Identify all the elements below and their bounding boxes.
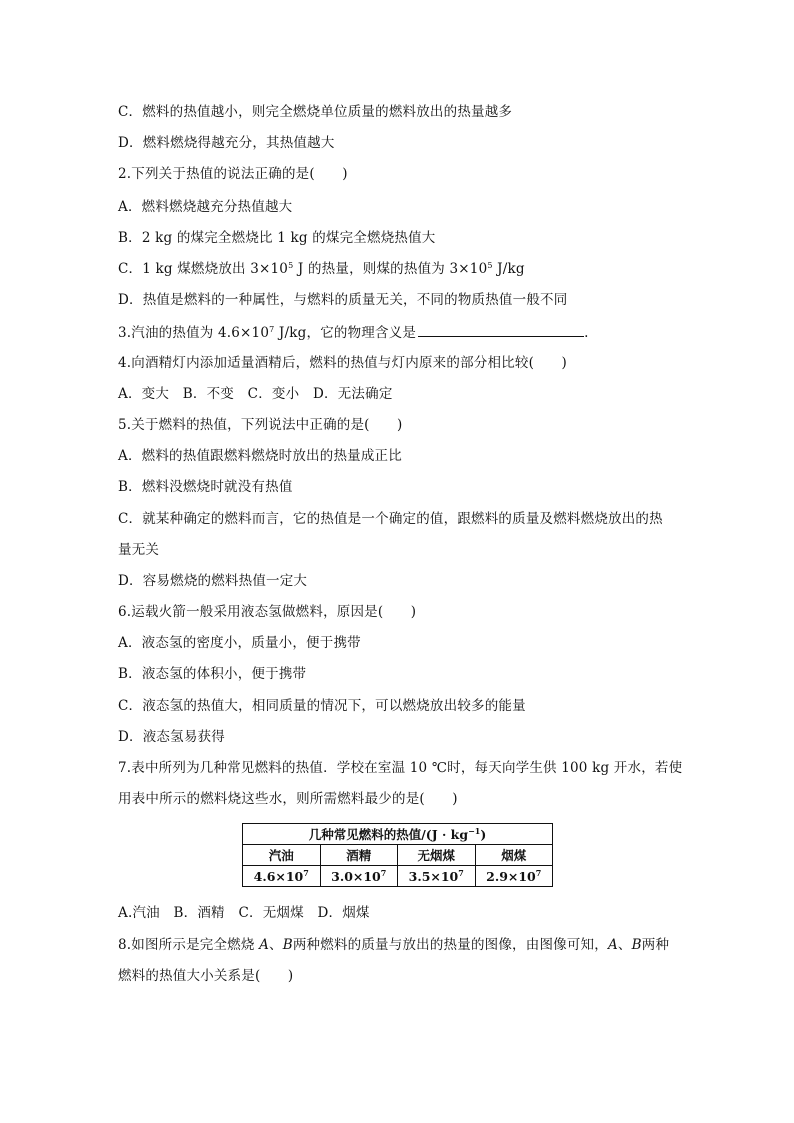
q4-stem: 4.向酒精灯内添加适量酒精后，燃料的热值与灯内原来的部分相比较( ) <box>118 355 567 371</box>
q8-var-a-2: A <box>607 937 618 953</box>
q3-text-2: J/kg，它的物理含义是 <box>274 325 417 341</box>
value-exponent: 7 <box>458 867 464 878</box>
q2c-exp-1: 5 <box>288 261 294 270</box>
q5-option-a: A．燃料的热值跟燃料燃烧时放出的热量成正比 <box>118 448 402 464</box>
table-title-exp: −1 <box>468 826 481 836</box>
value-exponent: 7 <box>380 867 387 878</box>
q6-option-d: D．液态氢易获得 <box>118 729 225 745</box>
table-title <box>243 824 553 845</box>
q3-answer-blank[interactable] <box>418 322 584 337</box>
q2-option-c <box>118 260 525 278</box>
q6-option-a: A．液态氢的密度小，质量小，便于携带 <box>118 635 361 651</box>
q2c-text-1: C．1 kg 煤燃烧放出 3×10 <box>118 261 289 277</box>
q8-text-3: 两种燃料的质量与放出的热量的图像，由图像可知， <box>292 937 608 953</box>
q7-options: A.汽油 B．酒精 C．无烟煤 D．烟煤 <box>118 905 370 921</box>
table-header-cell: 汽油 <box>243 845 321 866</box>
value-mantissa: 4.6×10 <box>253 868 304 884</box>
value-mantissa: 3.5×10 <box>408 868 459 884</box>
q5-option-b: B．燃料没燃烧时就没有热值 <box>118 479 293 495</box>
table-value-cell <box>320 866 398 887</box>
q5-option-c-line2: 量无关 <box>118 542 160 558</box>
table-header-cell: 无烟煤 <box>398 845 476 866</box>
q8-var-b: B <box>282 937 293 953</box>
q2-option-a: A．燃料燃烧越充分热值越大 <box>118 199 293 215</box>
q8-stem-line1 <box>118 936 669 954</box>
q5-option-c-line1: C．就某种确定的燃料而言，它的热值是一个确定的值，跟燃料的质量及燃料燃烧放出的热 <box>118 511 663 527</box>
table-value-cell <box>475 866 553 887</box>
q3-text-1: 3.汽油的热值为 4.6×10 <box>118 325 270 341</box>
value-mantissa: 3.0×10 <box>331 868 381 884</box>
fuel-heat-value-table <box>242 823 553 887</box>
value-exponent: 7 <box>303 867 309 878</box>
q2c-text-2: J 的热量，则煤的热值为 3×10 <box>293 261 488 277</box>
q5-option-d: D．容易燃烧的燃料热值一定大 <box>118 573 308 589</box>
q8-stem-line2: 燃料的热值大小关系是( ) <box>118 968 294 984</box>
q5-stem: 5.关于燃料的热值，下列说法中正确的是( ) <box>118 417 403 433</box>
q7-stem-line1: 7.表中所列为几种常见燃料的热值．学校在室温 10 ℃时，每天向学生供 100 kg 开水，若使 <box>118 760 683 776</box>
table-header-cell: 酒精 <box>320 845 398 866</box>
q2-stem: 2.下列关于热值的说法正确的是( ) <box>118 166 348 182</box>
q6-option-b: B．液态氢的体积小，便于携带 <box>118 666 307 682</box>
value-exponent: 7 <box>535 867 542 878</box>
q8-text-5: 两种 <box>641 937 670 953</box>
table-title-text: 几种常见燃料的热值/(J · kg <box>308 827 469 842</box>
q3-exp: 7 <box>269 325 275 334</box>
q8-text-1: 8.如图所示是完全燃烧 <box>118 937 260 953</box>
q3-stem <box>118 322 589 342</box>
table-title-close: ) <box>480 827 487 842</box>
q2-option-b: B．2 kg 的煤完全燃烧比 1 kg 的煤完全燃烧热值大 <box>118 230 436 246</box>
q6-stem: 6.运载火箭一般采用液态氢做燃料，原因是( ) <box>118 604 417 620</box>
table-header-cell: 烟煤 <box>475 845 553 866</box>
q8-var-b-2: B <box>631 937 642 953</box>
q2c-exp-2: 5 <box>487 261 493 270</box>
q4-options: A．变大 B．不变 C．变小 D．无法确定 <box>118 386 393 402</box>
q1-option-d: D．燃料燃烧得越充分，其热值越大 <box>118 135 335 151</box>
table-value-cell <box>243 866 321 887</box>
q1-option-c: C．燃料的热值越小，则完全燃烧单位质量的燃料放出的热量越多 <box>118 104 513 120</box>
q8-text-4: 、 <box>617 937 632 953</box>
q2-option-d: D．热值是燃料的一种属性，与燃料的质量无关，不同的物质热值一般不同 <box>118 292 568 308</box>
value-mantissa: 2.9×10 <box>486 868 536 884</box>
q8-text-2: 、 <box>269 937 283 953</box>
q2c-text-3: J/kg <box>492 261 525 277</box>
q8-var-a: A <box>259 937 270 953</box>
q3-text-3: . <box>584 325 589 341</box>
table-value-cell <box>398 866 476 887</box>
q7-stem-line2: 用表中所示的燃料烧这些水，则所需燃料最少的是( ) <box>118 791 458 807</box>
q6-option-c: C．液态氢的热值大，相同质量的情况下，可以燃烧放出较多的能量 <box>118 698 526 714</box>
